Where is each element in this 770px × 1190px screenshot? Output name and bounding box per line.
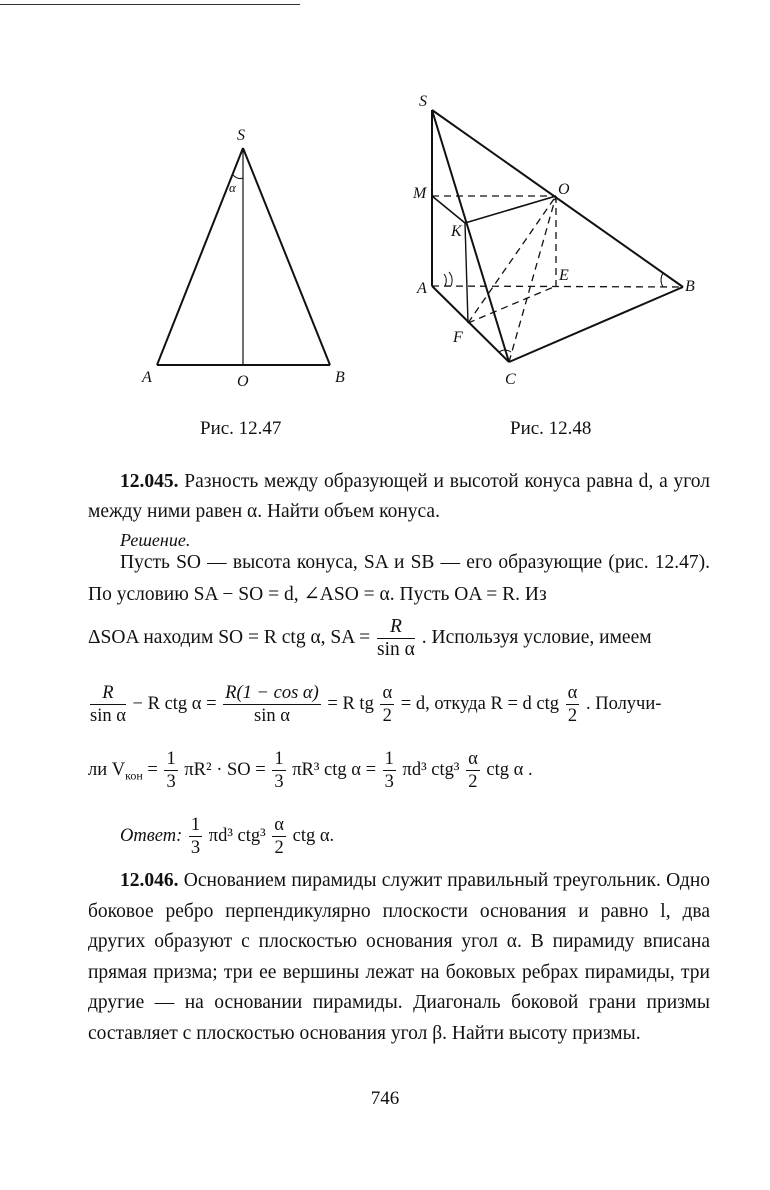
fraction: [90, 682, 126, 727]
fraction: [164, 748, 177, 793]
fraction-num: R: [377, 616, 415, 639]
fraction-den: sin α: [377, 639, 415, 660]
formula-line-1: [88, 616, 718, 661]
problem-number: 12.045.: [120, 471, 179, 492]
fraction-num: α: [274, 815, 284, 835]
fig2-caption: Рис. 12.48: [510, 418, 592, 439]
fraction-num: R(1 − cos α): [225, 683, 319, 703]
fig2-label-c: C: [505, 371, 516, 388]
fraction: [223, 682, 321, 727]
fraction-den: sin α: [90, 706, 126, 726]
formula-text: πR² · SO =: [184, 759, 266, 780]
fraction-num: 1: [384, 749, 394, 769]
formula-text: ли V: [88, 759, 126, 780]
fraction: [566, 682, 580, 727]
fraction-num: 1: [166, 749, 176, 769]
formula-text: . Используя условие, имеем: [421, 626, 652, 648]
formula-text: πd³ ctg³: [208, 825, 266, 846]
fig2-label-e: E: [559, 267, 569, 284]
fraction-den: sin α: [254, 706, 290, 726]
fig2-label-s: S: [419, 93, 427, 110]
top-rule: [0, 4, 300, 5]
fig1-label-a: A: [142, 369, 152, 386]
fraction: [377, 616, 415, 661]
formula-text: = R tg: [327, 693, 374, 714]
problem-statement: Разность между образующей и высотой конуса равна d, а угол между ними равен α. Найти объем конуса.: [88, 471, 711, 522]
problem-12-045: [88, 467, 710, 527]
fraction: [466, 748, 480, 793]
fraction-den: 3: [384, 772, 394, 792]
fraction-num: 1: [190, 815, 201, 835]
fraction: [383, 748, 396, 793]
solution-para: Пусть SO — высота конуса, SA и SB — его образующие (рис. 12.47). По условию SA − SO = d, ∠ASO = α. Пусть OA = R. Из: [88, 552, 710, 605]
fraction-den: 2: [382, 706, 392, 726]
fraction-den: 2: [468, 772, 478, 792]
fig2-label-k: K: [451, 223, 462, 240]
fraction-num: α: [468, 749, 478, 769]
fraction-den: 3: [274, 772, 284, 792]
fig1-label-alpha: α: [229, 180, 236, 195]
fig2-label-f: F: [453, 329, 463, 346]
formula-line-3: [88, 748, 718, 793]
answer-label: Ответ:: [120, 825, 183, 846]
figure-pyramid-prism: [405, 90, 715, 390]
figure-cone-section: [130, 120, 360, 390]
formula-text: − R ctg α =: [132, 693, 217, 714]
formula-line-2: [88, 682, 718, 727]
fraction: [272, 748, 285, 793]
fraction-den: 2: [567, 706, 578, 726]
solution-label: Решение.: [120, 530, 191, 550]
fig1-label-b: B: [335, 369, 345, 386]
fig2-label-m: M: [413, 185, 427, 202]
formula-subscript: кон: [125, 768, 143, 783]
problem-number: 12.046.: [120, 870, 179, 891]
formula-text: = d, откуда R = d ctg: [400, 693, 559, 714]
fig1-caption: Рис. 12.47: [200, 418, 282, 439]
fraction-den: 3: [166, 772, 176, 792]
formula-text: πR³ ctg α =: [292, 759, 377, 780]
fig2-label-b: B: [685, 278, 695, 295]
formula-text: =: [147, 759, 158, 780]
fraction: [380, 682, 394, 727]
formula-text: πd³ ctg³: [402, 759, 460, 780]
fraction-num: R: [90, 682, 126, 705]
formula-text: . Получи-: [585, 693, 662, 714]
page-number: 746: [370, 1088, 400, 1109]
formula-text: ctg α .: [486, 759, 533, 780]
formula-text: ctg α.: [292, 825, 335, 846]
fraction-num: α: [382, 683, 393, 703]
fig1-label-s: S: [237, 127, 245, 144]
fraction-den: 3: [190, 838, 201, 858]
fraction: [189, 814, 202, 859]
fig1-label-o: O: [237, 373, 249, 390]
fraction-den: 2: [274, 838, 284, 858]
fraction-num: 1: [274, 749, 284, 769]
formula-text: ΔSOA находим SO = R ctg α, SA =: [88, 626, 371, 648]
fraction-num: α: [567, 683, 578, 703]
fig2-label-a: A: [417, 280, 427, 297]
problem-statement: Основанием пирамиды служит правильный треугольник. Одно боковое ребро перпендикулярно плоскости основания и равно l, два других образуют с плоскостью основания угол α. В пирамиду вписана прямая призма; три ее вершины лежат на боковых ребрах пирамиды, три другие — на основании пирамиды. Диагональ боковой грани призмы составляет с плоскостью основания угол β. Найти высоту призмы.: [88, 870, 711, 1044]
fraction: [272, 814, 286, 859]
problem-12-046: [88, 866, 710, 1049]
fig2-label-o: O: [558, 181, 570, 198]
answer-line: [120, 814, 750, 859]
